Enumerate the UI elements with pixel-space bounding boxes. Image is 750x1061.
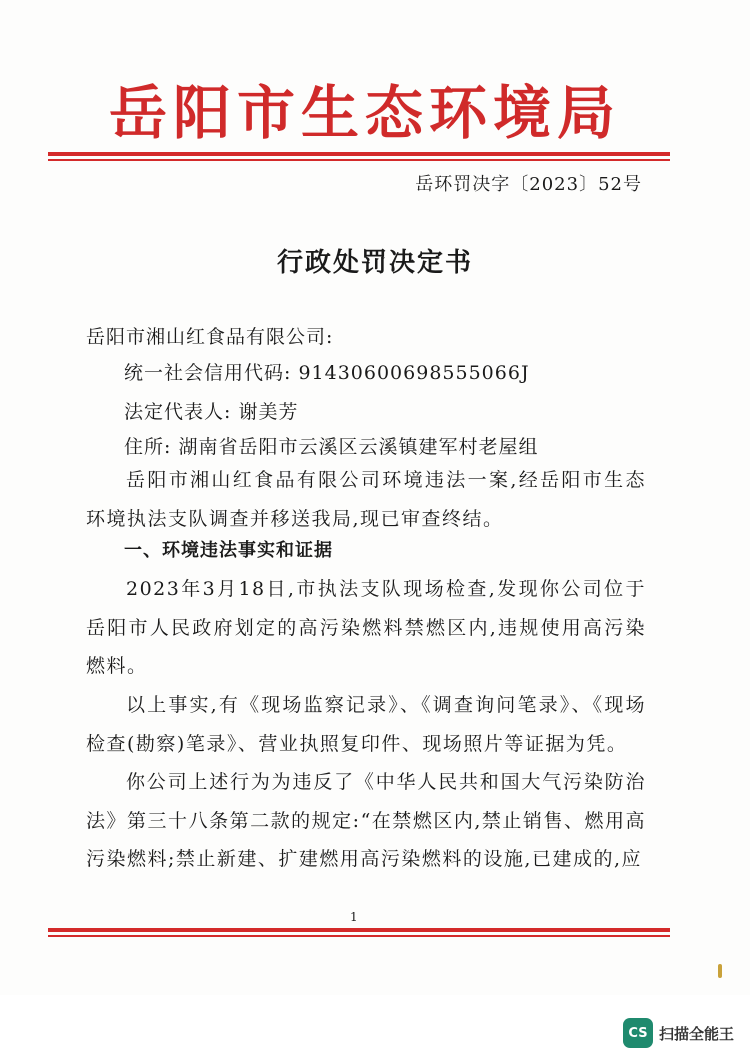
legal-basis-paragraph: 你公司上述行为为违反了《中华人民共和国大气污染防治法》第三十八条第二款的规定:“在禁燃区内,禁止销售、燃用高污染燃料;禁止新建、扩建燃用高污染燃料的设施,已建成的,应 xyxy=(86,771,646,870)
document-number: 岳环罚决字〔2023〕52号 xyxy=(415,174,642,195)
evidence-paragraph: 以上事实,有《现场监察记录》、《调查询问笔录》、《现场检查(勘察)笔录》、营业执照复印件、现场照片等证据为凭。 xyxy=(86,694,646,755)
document-title: 行政处罚决定书 xyxy=(276,248,473,278)
scanner-app-name: 扫描全能王 xyxy=(658,1024,734,1043)
agency-letterhead-title: 岳阳市生态环境局 xyxy=(108,79,621,147)
section-heading-violation-facts: 一、环境违法事实和证据 xyxy=(124,540,333,561)
intro-paragraph: 岳阳市湘山红食品有限公司环境违法一案,经岳阳市生态环境执法支队调查并移送我局,现已审查终结。 xyxy=(86,469,646,530)
scanner-watermark xyxy=(623,1018,734,1048)
footer-red-rule-thin xyxy=(48,935,670,937)
page-number: 1 xyxy=(350,910,358,924)
camscanner-logo-icon: CS xyxy=(623,1018,653,1048)
addressee: 岳阳市湘山红食品有限公司: xyxy=(86,326,334,348)
scan-artifact-mark xyxy=(718,964,722,978)
legal-representative: 法定代表人: 谢美芳 xyxy=(124,401,299,423)
credit-code: 统一社会信用代码: 91430600698555066J xyxy=(124,362,530,384)
footer-red-rule-thick xyxy=(48,928,670,932)
fact-paragraph: 2023年3月18日,市执法支队现场检查,发现你公司位于岳阳市人民政府划定的高污染燃料禁燃区内,违规使用高污染燃料。 xyxy=(86,578,646,677)
registered-address: 住所: 湖南省岳阳市云溪区云溪镇建军村老屋组 xyxy=(124,436,539,458)
letterhead-red-rule-thin xyxy=(48,159,670,161)
letterhead-red-rule-top xyxy=(48,152,670,156)
